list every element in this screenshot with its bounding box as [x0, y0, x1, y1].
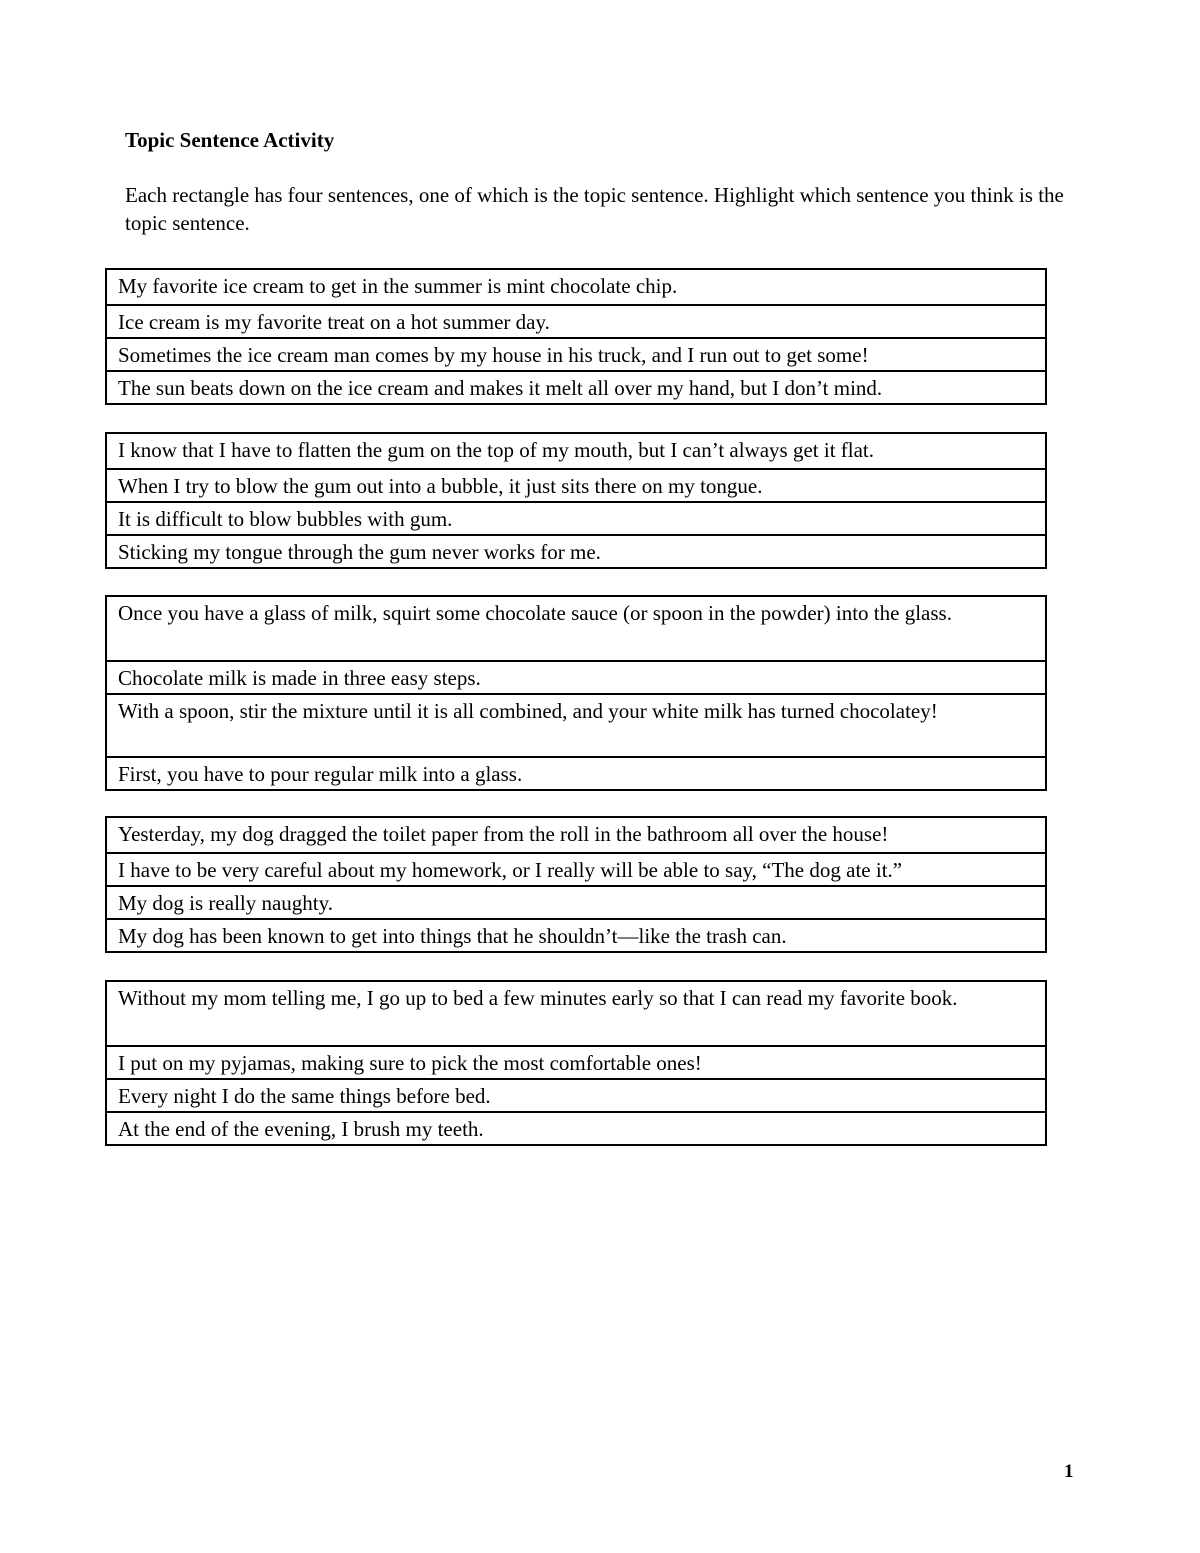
sentence-row[interactable]: When I try to blow the gum out into a bubble, it just sits there on my tongue. [107, 468, 1045, 501]
sentence-row[interactable]: I put on my pyjamas, making sure to pick the most comfortable ones! [107, 1045, 1045, 1078]
instructions-text: Each rectangle has four sentences, one of which is the topic sentence. Highlight which sentence you think is the topic sentence. [125, 183, 1064, 235]
sentence-row[interactable]: Ice cream is my favorite treat on a hot summer day. [107, 304, 1045, 337]
sentence-group-ice-cream [105, 268, 1047, 405]
sentence-row[interactable]: Once you have a glass of milk, squirt some chocolate sauce (or spoon in the powder) into the glass. [118, 601, 952, 625]
page-number: 1 [1064, 1461, 1074, 1482]
sentence-row[interactable]: Yesterday, my dog dragged the toilet paper from the roll in the bathroom all over the house! [118, 822, 889, 846]
sentence-row[interactable]: I know that I have to flatten the gum on the top of my mouth, but I can’t always get it flat. [118, 438, 875, 462]
sentence-group-gum [105, 432, 1047, 569]
sentence-row[interactable]: My dog is really naughty. [107, 885, 1045, 918]
sentence-row[interactable]: Chocolate milk is made in three easy steps. [107, 660, 1045, 693]
sentence-row[interactable]: My favorite ice cream to get in the summer is mint chocolate chip. [118, 274, 678, 298]
sentence-row[interactable]: My dog has been known to get into things that he shouldn’t—like the trash can. [107, 918, 1045, 951]
page-title: Topic Sentence Activity [125, 128, 335, 152]
sentence-row[interactable]: The sun beats down on the ice cream and makes it melt all over my hand, but I don’t mind. [107, 370, 1045, 403]
sentence-row[interactable]: Sticking my tongue through the gum never works for me. [107, 534, 1045, 567]
sentence-row[interactable]: Every night I do the same things before bed. [107, 1078, 1045, 1111]
sentence-row[interactable]: Sometimes the ice cream man comes by my house in his truck, and I run out to get some! [107, 337, 1045, 370]
sentence-row[interactable]: I have to be very careful about my homework, or I really will be able to say, “The dog ate it.” [107, 852, 1045, 885]
sentence-group-bedtime [105, 980, 1047, 1146]
sentence-group-chocolate-milk [105, 595, 1047, 791]
sentence-row[interactable]: Without my mom telling me, I go up to bed a few minutes early so that I can read my favorite book. [118, 986, 958, 1010]
sentence-row[interactable]: It is difficult to blow bubbles with gum. [107, 501, 1045, 534]
sentence-row[interactable]: With a spoon, stir the mixture until it is all combined, and your white milk has turned chocolatey! [107, 693, 1045, 756]
sentence-row[interactable]: At the end of the evening, I brush my teeth. [107, 1111, 1045, 1144]
sentence-row[interactable]: First, you have to pour regular milk into a glass. [107, 756, 1045, 789]
sentence-group-dog [105, 816, 1047, 953]
